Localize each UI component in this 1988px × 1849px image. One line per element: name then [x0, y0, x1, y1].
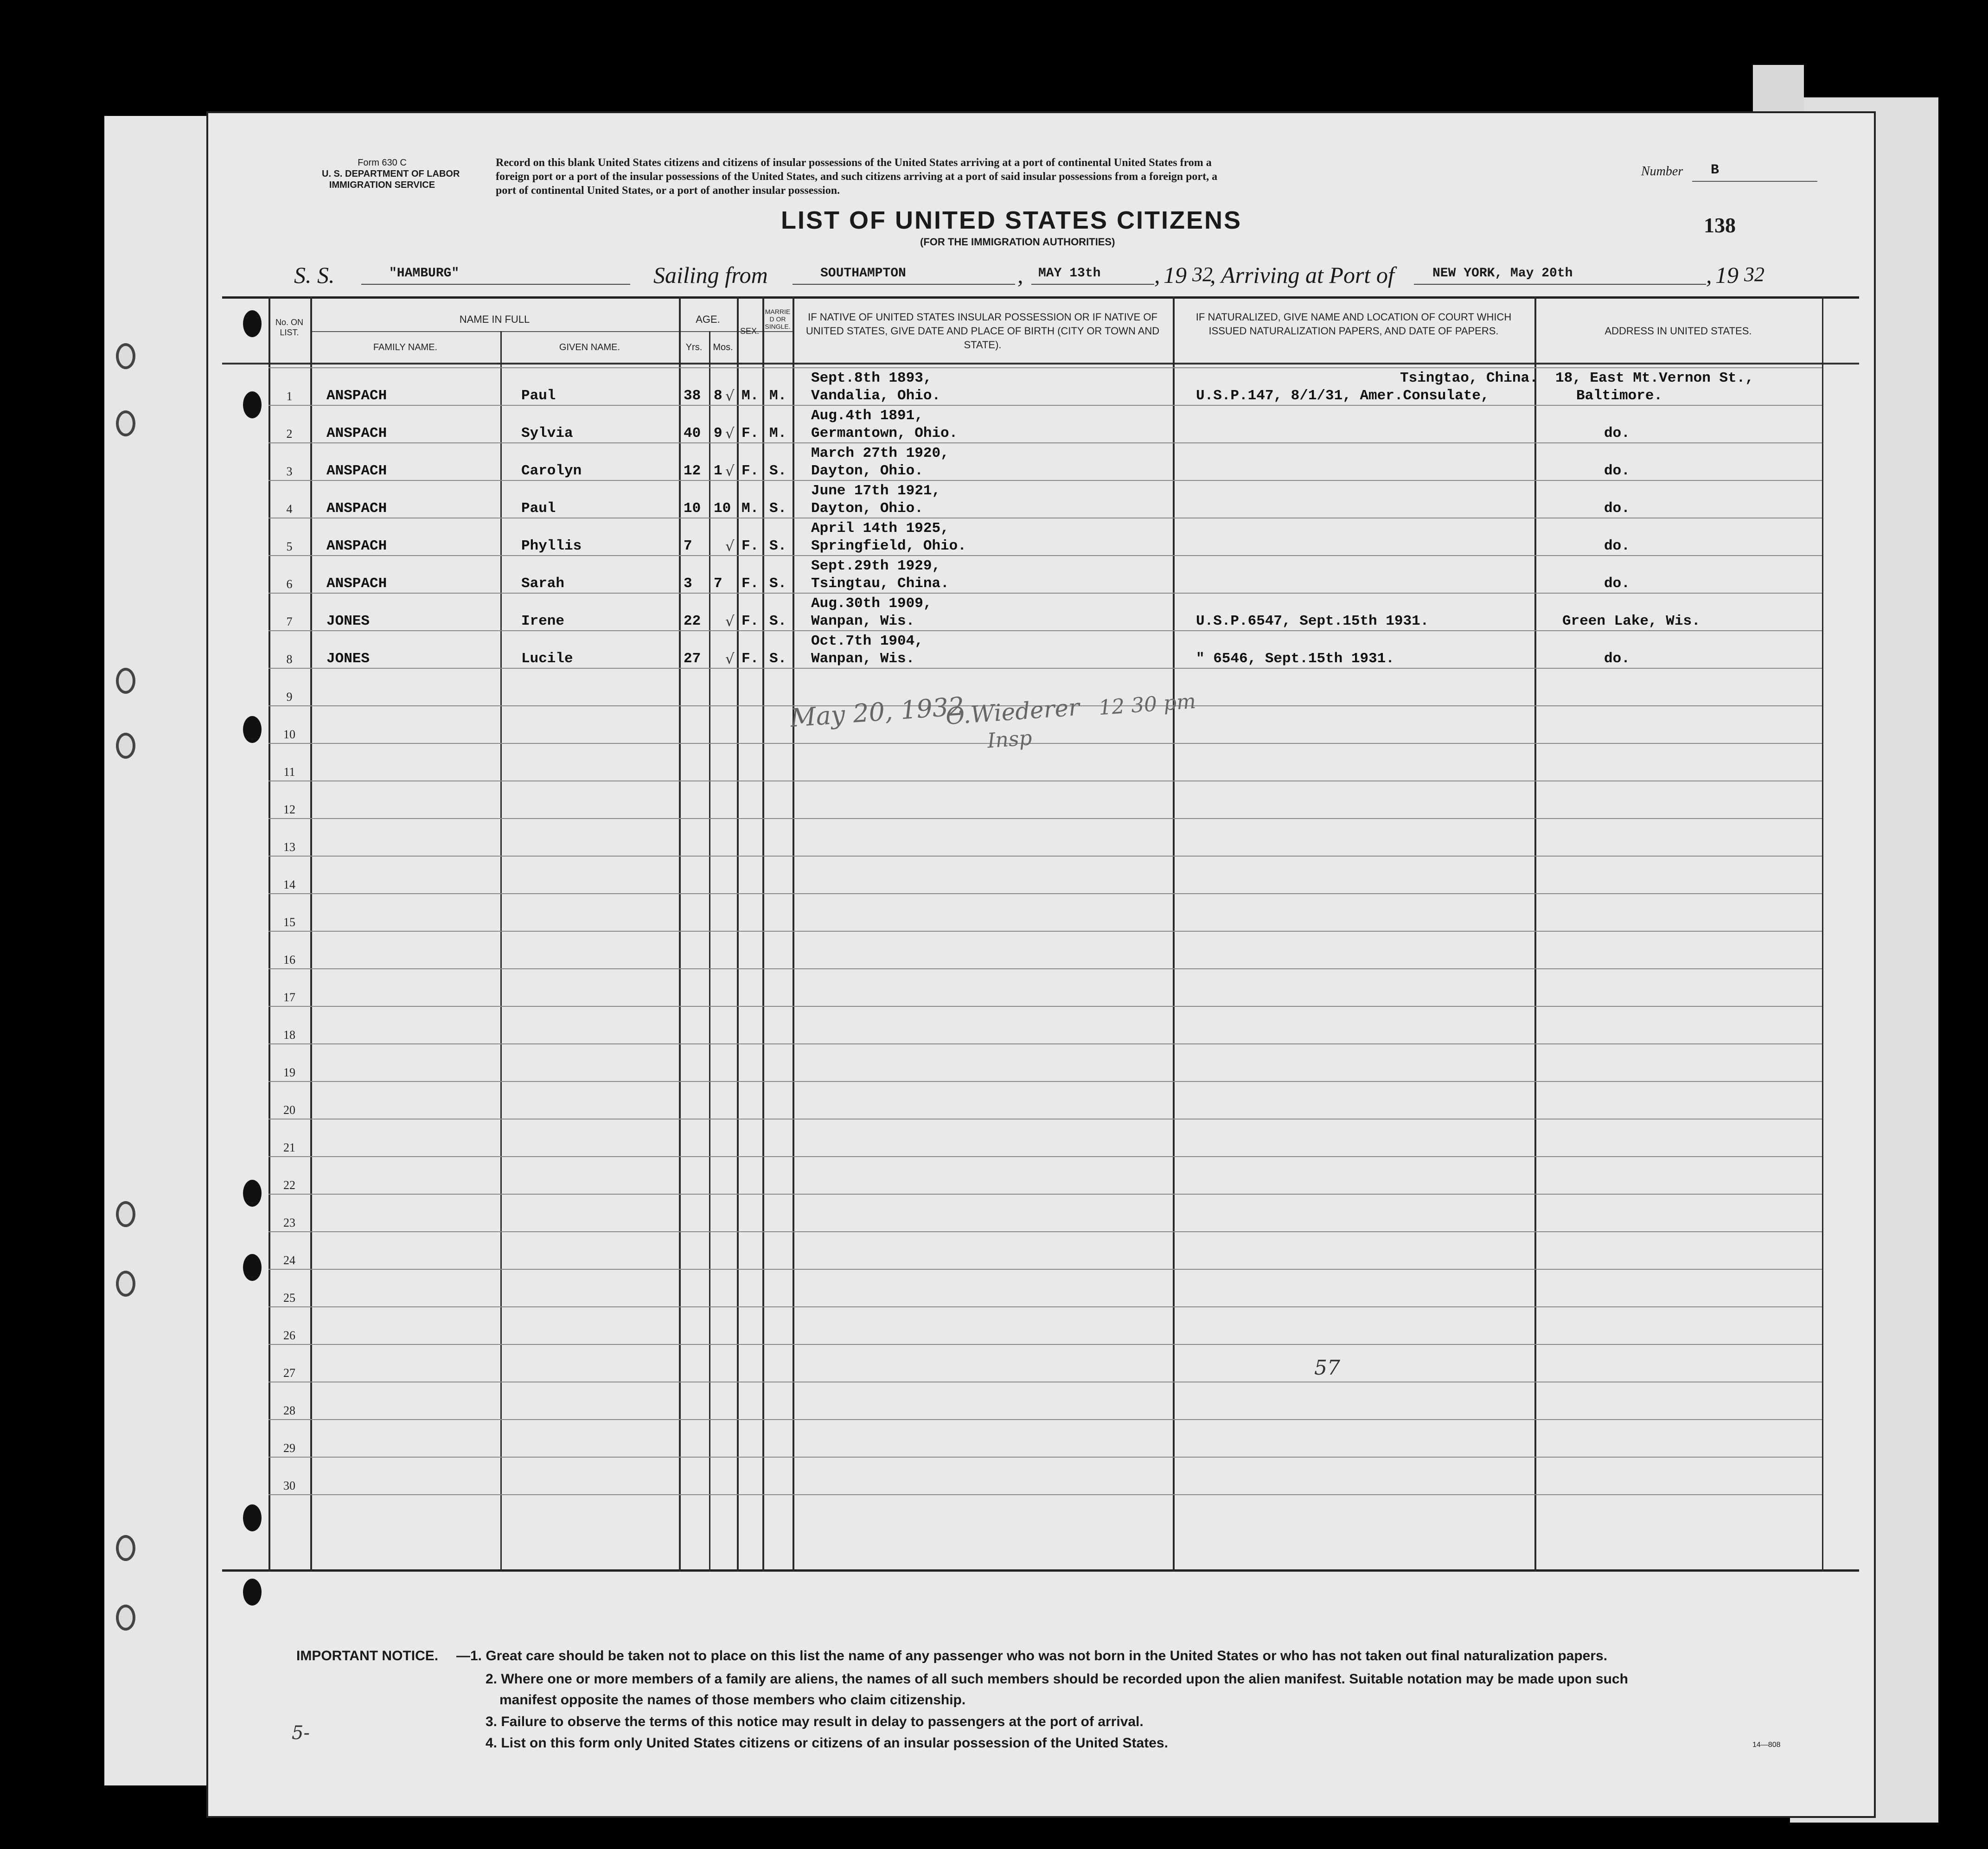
col-divider [737, 296, 739, 1572]
header-family-name: FAMILY NAME. [373, 342, 438, 352]
row-rule [268, 480, 1822, 481]
ship-underline [361, 284, 630, 285]
header-age: AGE. [696, 313, 720, 325]
row-rule [268, 668, 1822, 669]
cell-family: ANSPACH [326, 576, 387, 592]
row-rule [268, 1006, 1822, 1007]
cell-given: Sylvia [521, 425, 573, 441]
cell-birth2: Dayton, Ohio. [811, 500, 923, 517]
cell-birth2: Wanpan, Wis. [811, 613, 915, 629]
instruction-line: port of continental United States, or a port of another insular possession. [496, 185, 840, 197]
cell-sex: M. [742, 388, 759, 404]
row-rule [268, 1494, 1822, 1495]
row-number: 5 [286, 540, 293, 553]
cell-given: Paul [521, 388, 556, 404]
sailing-port-underline [793, 284, 1015, 285]
binder-hole [116, 343, 135, 369]
cell-birth1: April 14th 1925, [811, 520, 949, 537]
row-rule [268, 968, 1822, 969]
cell-yrs: 40 [684, 425, 701, 441]
col-divider [793, 296, 794, 1572]
notice-item-2-cont: manifest opposite the names of those members who claim citizenship. [499, 1692, 966, 1708]
row-number: 1 [286, 390, 293, 403]
row-rule [268, 1344, 1822, 1345]
punch-hole [243, 716, 262, 743]
row-number: 11 [283, 765, 295, 779]
ship-name: "HAMBURG" [389, 266, 460, 281]
cell-yrs: 10 [684, 500, 701, 517]
cell-birth2: Vandalia, Ohio. [811, 388, 941, 404]
punch-hole [243, 1579, 262, 1606]
cell-birth1: Sept.29th 1929, [811, 558, 941, 574]
header-married-single: MARRIED OR SINGLE. [765, 308, 791, 330]
cell-ms: S. [769, 613, 787, 629]
cell-given: Paul [521, 500, 556, 517]
punch-hole [243, 391, 262, 418]
row-rule [268, 1457, 1822, 1458]
col-divider [679, 296, 681, 1572]
col-divider [1822, 296, 1823, 1572]
sailing-date-underline [1031, 284, 1154, 285]
row-rule [268, 405, 1822, 406]
cell-birth1: June 17th 1921, [811, 483, 941, 499]
row-rule [268, 1119, 1822, 1120]
form-id-block [322, 157, 460, 191]
binder-hole [116, 410, 135, 436]
cell-addr2: do. [1604, 538, 1630, 554]
punch-hole [243, 310, 262, 337]
punch-hole [243, 1254, 262, 1281]
year-prefix: 19 [1163, 262, 1187, 288]
row-rule [268, 555, 1822, 556]
cell-yrs: 22 [684, 613, 701, 629]
cell-mos: 7 [714, 576, 722, 592]
handwritten-insp: Insp [986, 726, 1033, 753]
row-rule [268, 1043, 1822, 1044]
notice-item-2: 2. Where one or more members of a family are aliens, the names of all such members should be recorded upon the alien manifest. Suitable notation may be made upon such [486, 1671, 1628, 1687]
binder-hole [116, 1201, 135, 1227]
handwritten-date-stamp: May 20, 1932 [789, 691, 965, 733]
header-given-name: GIVEN NAME. [559, 342, 620, 352]
cell-birth2: Springfield, Ohio. [811, 538, 966, 554]
row-rule [268, 593, 1822, 594]
cell-mos: 9 [714, 425, 722, 441]
instruction-line: Record on this blank United States citizens and citizens of insular possessions of the United States arriving at a port of continental United States from a [496, 157, 1212, 169]
cell-sex: F. [742, 576, 759, 592]
cell-family: JONES [326, 613, 370, 629]
cell-family: ANSPACH [326, 388, 387, 404]
row-rule [268, 1081, 1822, 1082]
cell-addr2: do. [1604, 425, 1630, 441]
header-no: No. ON LIST. [275, 318, 303, 337]
cell-sex: F. [742, 425, 759, 441]
cell-check: √ [725, 463, 735, 480]
row-rule [268, 630, 1822, 631]
page-number: 138 [1704, 213, 1736, 237]
cell-family: ANSPACH [326, 463, 387, 479]
row-rule [268, 1156, 1822, 1157]
binder-hole [116, 1605, 135, 1631]
notice-item-4: 4. List on this form only United States citizens or citizens of an insular possession of the United States. [486, 1735, 1168, 1751]
header-address: ADDRESS IN UNITED STATES. [1604, 325, 1752, 337]
cell-nat2: " 6546, Sept.15th 1931. [1196, 651, 1394, 667]
cell-sex: F. [742, 538, 759, 554]
cell-nat1: Tsingtao, China. [1400, 370, 1538, 386]
row-rule [268, 893, 1822, 894]
notice-item-1: —1. Great care should be taken not to place on this list the name of any passenger who was not born in the United States or who has not taken out final naturalization papers. [456, 1648, 1608, 1663]
cell-birth1: Aug.4th 1891, [811, 408, 923, 424]
row-rule [268, 1419, 1822, 1420]
cell-given: Lucile [521, 651, 573, 667]
row-rule [268, 442, 1822, 443]
cell-mos: 8 [714, 388, 722, 404]
cell-birth1: Sept.8th 1893, [811, 370, 932, 386]
header-mos: Mos. [713, 342, 733, 352]
service-name: IMMIGRATION SERVICE [329, 180, 435, 190]
cell-addr2: Green Lake, Wis. [1562, 613, 1700, 629]
row-number: 4 [286, 502, 293, 516]
header-bottom-border [222, 363, 1859, 365]
department-name: U. S. DEPARTMENT OF LABOR [322, 169, 460, 179]
row-number: 27 [283, 1366, 295, 1380]
row-number: 20 [283, 1103, 295, 1117]
cell-ms: M. [769, 425, 787, 441]
cell-family: JONES [326, 651, 370, 667]
row-rule [268, 367, 1822, 368]
arrival-port-date: NEW YORK, May 20th [1432, 266, 1573, 281]
row-number: 16 [283, 953, 295, 966]
row-number: 10 [283, 728, 295, 741]
header-birth: IF NATIVE OF UNITED STATES INSULAR POSSESSION OR IF NATIVE OF UNITED STATES, GIVE DATE AND PLACE OF BIRTH (CITY OR TOWN AND STATE). [805, 311, 1160, 351]
page-subtitle: (FOR THE IMMIGRATION AUTHORITIES) [920, 236, 1115, 248]
table-bottom-border [222, 1569, 1859, 1572]
form-id: Form 630 C [358, 158, 407, 168]
arriving-label: , Arriving at Port of [1210, 262, 1394, 288]
cell-check: √ [725, 425, 735, 442]
sailing-port: SOUTHAMPTON [820, 266, 906, 281]
margin-mark: 5- [292, 1722, 310, 1744]
arrival-year: 32 [1744, 263, 1764, 286]
cell-birth2: Wanpan, Wis. [811, 651, 915, 667]
row-number: 28 [283, 1404, 295, 1417]
number-underline [1692, 181, 1817, 182]
cell-ms: S. [769, 463, 787, 479]
sailing-year: 32 [1192, 263, 1213, 286]
cell-birth2: Dayton, Ohio. [811, 463, 923, 479]
cell-check: √ [725, 651, 735, 667]
binder-hole [116, 1535, 135, 1561]
cell-nat2: U.S.P.6547, Sept.15th 1931. [1196, 613, 1429, 629]
cell-mos: 10 [714, 500, 731, 517]
cell-given: Carolyn [521, 463, 582, 479]
row-number: 3 [286, 465, 293, 478]
cell-family: ANSPACH [326, 425, 387, 441]
cell-check: √ [725, 388, 735, 404]
cell-ms: S. [769, 500, 787, 517]
row-rule [268, 743, 1822, 744]
cell-yrs: 27 [684, 651, 701, 667]
header-yrs: Yrs. [685, 342, 703, 352]
row-number: 14 [283, 878, 295, 891]
cell-given: Irene [521, 613, 565, 629]
cell-ms: M. [769, 388, 787, 404]
ss-label: S. S. [294, 262, 335, 288]
cell-ms: S. [769, 538, 787, 554]
cell-mos: 1 [714, 463, 722, 479]
row-rule [268, 818, 1822, 819]
header-naturalized: IF NATURALIZED, GIVE NAME AND LOCATION OF COURT WHICH ISSUED NATURALIZATION PAPERS, AND DATE OF PAPERS. [1195, 311, 1512, 337]
cell-nat2: U.S.P.147, 8/1/31, Amer.Consulate, [1196, 388, 1489, 404]
punch-hole [243, 1504, 262, 1531]
cell-ms: S. [769, 576, 787, 592]
cell-check: √ [725, 613, 735, 630]
cell-sex: F. [742, 651, 759, 667]
row-rule [268, 931, 1822, 932]
cell-addr2: do. [1604, 463, 1630, 479]
handwritten-inspector: O.Wiederer [945, 693, 1080, 730]
row-rule [268, 1306, 1822, 1307]
row-number: 12 [283, 803, 295, 816]
form-code: 14—808 [1752, 1741, 1781, 1749]
row-rule [268, 856, 1822, 857]
row-number: 9 [286, 690, 293, 704]
col-divider [268, 296, 270, 1572]
cell-ms: S. [769, 651, 787, 667]
row-number: 2 [286, 427, 293, 441]
sailing-date: MAY 13th [1038, 266, 1101, 281]
notice-item-3: 3. Failure to observe the terms of this notice may result in delay to passengers at the port of arrival. [486, 1714, 1144, 1729]
cell-yrs: 38 [684, 388, 701, 404]
sailing-label: Sailing from [653, 262, 768, 288]
col-divider [762, 296, 764, 1572]
cell-birth1: March 27th 1920, [811, 445, 949, 461]
header-sex: SEX. [740, 326, 760, 336]
row-number: 25 [283, 1291, 295, 1305]
binder-hole [116, 668, 135, 694]
col-divider [1534, 296, 1536, 1572]
row-number: 23 [283, 1216, 295, 1229]
cell-yrs: 7 [684, 538, 692, 554]
row-number: 15 [283, 915, 295, 929]
cell-sex: M. [742, 500, 759, 517]
row-number: 19 [283, 1066, 295, 1079]
comma: , [1706, 262, 1712, 288]
binder-hole [116, 1271, 135, 1297]
row-number: 21 [283, 1141, 295, 1154]
page-title: LIST OF UNITED STATES CITIZENS [781, 206, 1242, 234]
row-number: 24 [283, 1254, 295, 1267]
row-number: 26 [283, 1329, 295, 1342]
row-number: 29 [283, 1441, 295, 1455]
col-divider [1173, 296, 1175, 1572]
cell-check: √ [725, 538, 735, 555]
table-top-border [222, 296, 1859, 299]
arrival-underline [1414, 284, 1706, 285]
row-number: 8 [286, 653, 293, 666]
cell-addr2: do. [1604, 500, 1630, 517]
number-value: B [1711, 162, 1720, 178]
cell-sex: F. [742, 463, 759, 479]
row-number: 6 [286, 577, 293, 591]
row-number: 30 [283, 1479, 295, 1492]
cell-yrs: 12 [684, 463, 701, 479]
punch-hole [243, 1180, 262, 1207]
important-notice-label: IMPORTANT NOTICE. [296, 1648, 439, 1663]
cell-family: ANSPACH [326, 500, 387, 517]
col-divider [310, 296, 312, 1572]
row-number: 13 [283, 840, 295, 854]
row-rule [268, 1194, 1822, 1195]
comma: , [1017, 262, 1023, 288]
cell-addr1: 18, East Mt.Vernon St., [1555, 370, 1754, 386]
cell-birth1: Aug.30th 1909, [811, 595, 932, 612]
row-number: 17 [283, 991, 295, 1004]
cell-family: ANSPACH [326, 538, 387, 554]
cell-birth1: Oct.7th 1904, [811, 633, 923, 649]
row-number: 7 [286, 615, 293, 628]
row-rule [268, 1269, 1822, 1270]
subheader-line [310, 331, 793, 332]
cell-addr2: Baltimore. [1576, 388, 1663, 404]
comma: , [1154, 262, 1160, 288]
instructions [496, 156, 1217, 198]
binder-hole [116, 733, 135, 759]
cell-addr2: do. [1604, 651, 1630, 667]
number-label: Number [1641, 164, 1683, 179]
cell-addr2: do. [1604, 576, 1630, 592]
cell-birth2: Tsingtau, China. [811, 576, 949, 592]
year-prefix: 19 [1715, 262, 1739, 288]
cell-given: Sarah [521, 576, 565, 592]
cell-given: Phyllis [521, 538, 582, 554]
manifest-page [206, 111, 1876, 1818]
row-rule [268, 1231, 1822, 1232]
cell-yrs: 3 [684, 576, 692, 592]
handwritten-time: 12 30 pm [1098, 689, 1197, 720]
row-number: 18 [283, 1028, 295, 1042]
row-number: 22 [283, 1178, 295, 1192]
handwritten-figure: 57 [1314, 1356, 1340, 1380]
header-name-in-full: NAME IN FULL [459, 313, 530, 325]
cell-birth2: Germantown, Ohio. [811, 425, 958, 441]
cell-sex: F. [742, 613, 759, 629]
instruction-line: foreign port or a port of the insular possessions of the United States, and such citizens arriving at a port of said insular possessions from a foreign port, a [496, 171, 1218, 183]
